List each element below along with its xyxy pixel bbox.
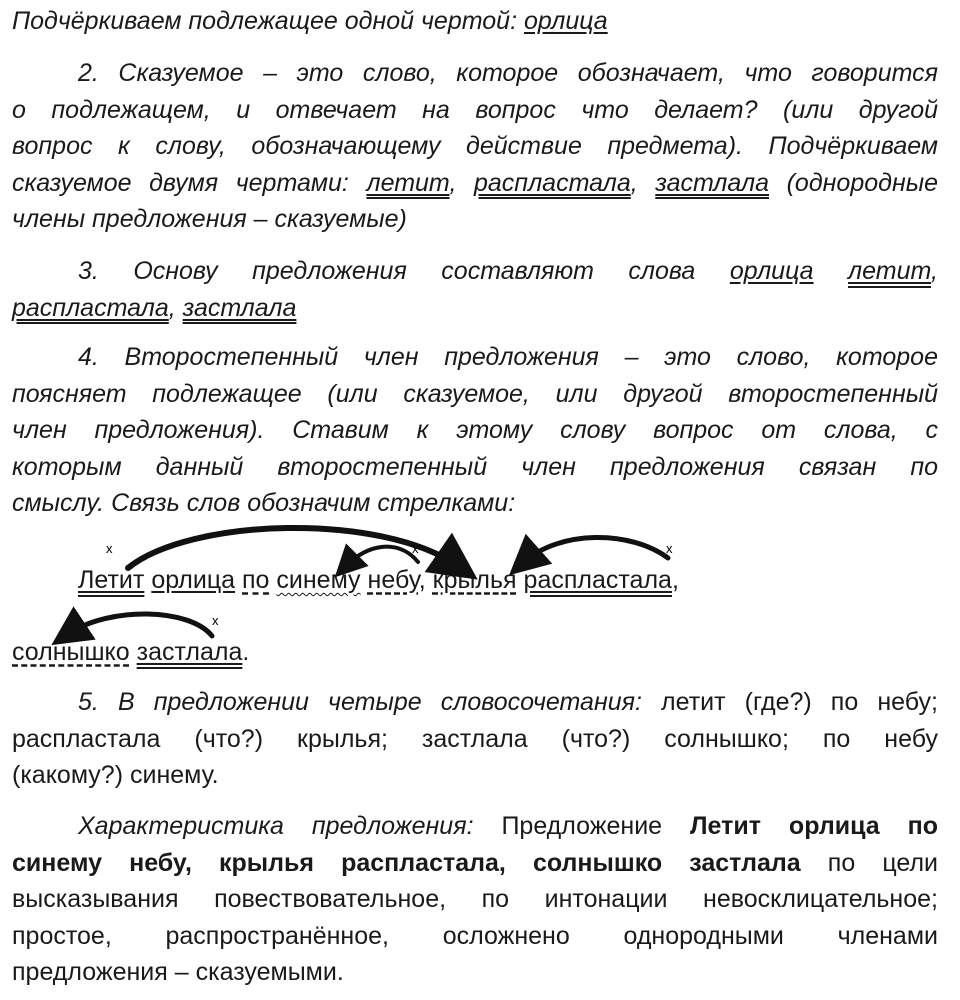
example-subject: орлица <box>151 566 236 594</box>
x-mark: x <box>412 541 419 556</box>
predicate-word: застлала <box>655 168 770 197</box>
x-mark: x <box>106 541 113 556</box>
example-predicate: Летит <box>78 566 145 594</box>
example-object: солнышко <box>12 638 130 666</box>
example-line-1: Летит орлица по синему небу, крылья распластала, <box>78 566 679 594</box>
example-object: крылья <box>432 566 517 594</box>
paragraph-phrases: 5. В предложении четыре словосочетания: летит (где?) по небу; распластала (что?) крылья; застлала (что?) солнышко; по небу (какому?) синему. <box>12 688 938 789</box>
example-predicate: распластала <box>523 566 672 594</box>
subject-word: орлица <box>523 7 608 35</box>
predicate-word: летит <box>848 257 932 285</box>
example-attribute: синему <box>276 566 361 594</box>
example-predicate: застлала <box>136 638 243 666</box>
example-line-2: солнышко застлала. <box>12 638 250 666</box>
subject-word: орлица <box>729 257 814 285</box>
paragraph-secondary: 4. Второстепенный член предложения – это слово, которое поясняет подлежащее (или сказуемое, или другой второстепенный член предложения). Ставим к этому слову вопрос от слова, с которым данный второстепенный член предложения связан по смыслу. Связь слов обозначим стрелками: <box>12 343 938 517</box>
arrow-zastlala-solnyshko <box>68 614 212 636</box>
paragraph-predicate: 2. Сказуемое – это слово, которое обозначает, что говорится о подлежащем, и отвечает на вопрос что делает? (или другой вопрос к слову, обозначающему действие предмета). Подчёркиваем сказуемое двумя чертами: летит, распластала, застлала (однородные члены предложения – сказуемые) <box>12 59 938 233</box>
arrow-rasplastala-krylya <box>524 537 668 562</box>
predicate-word: летит <box>366 168 450 197</box>
paragraph-characteristic: Характеристика предложения: Предложение Летит орлица по синему небу, крылья распластала, солнышко застлала по цели высказывания повествовательное, по интонации невосклицательное; простое, распространённое, осложнено однородными членами предложения – сказуемыми. <box>12 812 939 986</box>
example-adverbial: небу <box>367 566 419 594</box>
paragraph-basis: 3. Основу предложения составляют слова орлица летит, распластала, застлала <box>12 257 938 322</box>
intro-line: Подчёркиваем подлежащее одной чертой: орлица <box>12 7 608 35</box>
x-mark: x <box>666 541 673 556</box>
predicate-word: застлала <box>182 293 297 322</box>
example-adverbial: по <box>242 566 270 594</box>
predicate-word: распластала <box>12 293 169 322</box>
x-mark: x <box>212 613 219 628</box>
predicate-word: распластала <box>474 168 631 197</box>
